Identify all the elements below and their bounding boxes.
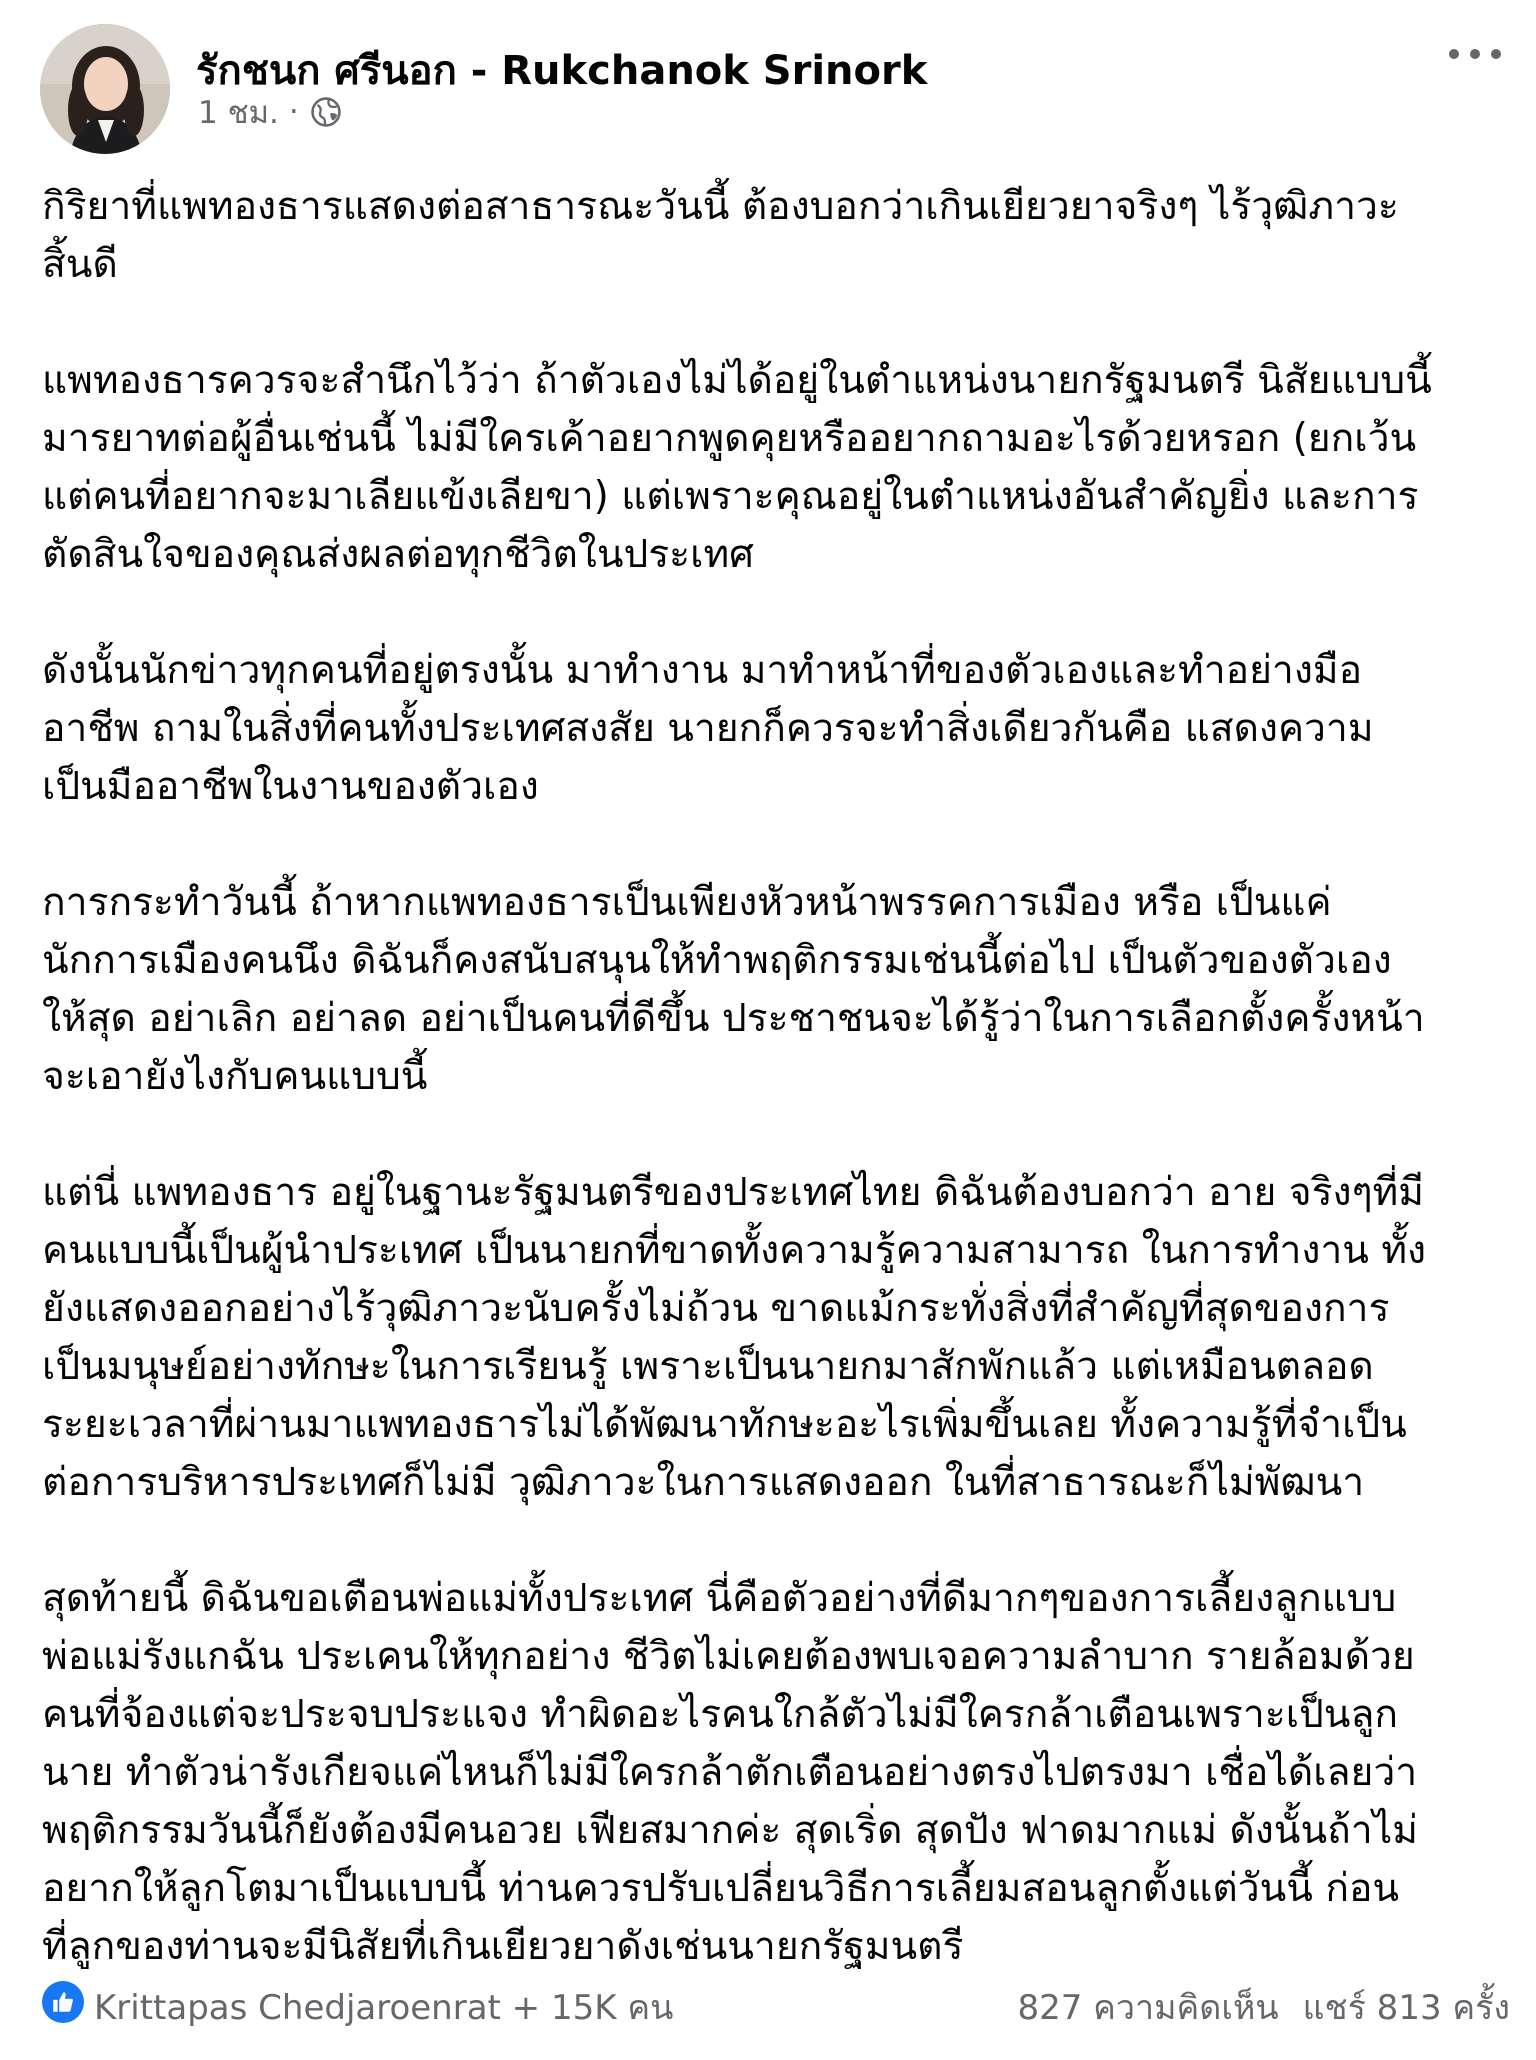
post-footer bbox=[0, 1968, 1536, 2038]
more-horizontal-icon bbox=[1445, 47, 1505, 61]
post-header bbox=[0, 0, 1536, 160]
post-paragraph: การกระทำวันนี้ ถ้าหากแพทองธารเป็นเพียงหัวหน้าพรรคการเมือง หรือ เป็นแค่ นักการเมืองคนนึง ดิฉันก็คงสนับสนุนให้ทำพฤติกรรมเช่นนี้ต่อไป เป็นตัวของตัวเอง ให้สุด อย่าเลิก อย่าลด อย่าเป็นคนที่ดีขึ้น ประชาชนจะได้รู้ว่าในการเลือกตั้งครั้งหน้า จะเอายังไงกับคนแบบนี้ bbox=[42, 880, 1425, 1099]
post-text bbox=[42, 178, 1512, 1976]
author-avatar[interactable] bbox=[40, 24, 170, 154]
post-paragraph: แพทองธารควรจะสำนึกไว้ว่า ถ้าตัวเองไม่ได้อยู่ในตำแหน่งนายกรัฐมนตรี นิสัยแบบนี้ มารยาทต่อผู้อื่นเช่นนี้ ไม่มีใครเค้าอยากพูดคุยหรืออยากถามอะไรด้วยหรอก (ยกเว้น แต่คนที่อยากจะมาเลียแข้งเลียขา) แต่เพราะคุณอยู่ในตำแหน่งอันสำคัญยิ่ง และการ ตัดสินใจของคุณส่งผลต่อทุกชีวิตในประเทศ bbox=[42, 358, 1432, 577]
post-paragraph: สุดท้ายนี้ ดิฉันขอเตือนพ่อแม่ทั้งประเทศ นี่คือตัวอย่างที่ดีมากๆของการเลี้ยงลูกแบบ พ่อแม่รังแกฉัน ประเคนให้ทุกอย่าง ชีวิตไม่เคยต้องพบเจอความลำบาก รายล้อมด้วย คนที่จ้องแต่จะประจบประแจง ทำผิดอะไรคนใกล้ตัวไม่มีใครกล้าเตือนเพราะเป็นลูก นาย ทำตัวน่ารังเกียจแค่ไหนก็ไม่มีใครกล้าตักเตือนอย่างตรงไปตรงมา เชื่อได้เลยว่า พฤติกรรมวันนี้ก็ยังต้องมีคนอวย เฟียสมากค่ะ สุดเริ่ด สุดปัง ฟาดมากแม่ ดังนั้นถ้าไม่ อยากให้ลูกโตมาเป็นแบบนี้ ท่านควรปรับเปลี่ยนวิธีการเลี้ยมสอนลูกตั้งแต่วันนี้ ก่อน ที่ลูกของท่านจะมีนิสัยที่เกินเยียวยาดังเช่นนายกรัฐมนตรี bbox=[42, 1576, 1418, 1969]
globe-icon[interactable] bbox=[309, 95, 343, 129]
more-options-button[interactable] bbox=[1440, 34, 1510, 74]
meta-separator: · bbox=[288, 94, 299, 130]
engagement-counts bbox=[1017, 1980, 1510, 2034]
post-meta bbox=[198, 92, 343, 132]
comments-count[interactable]: 827 ความคิดเห็น bbox=[1017, 1988, 1279, 2028]
author-name[interactable]: รักชนก ศรีนอก - Rukchanok Srinork bbox=[196, 48, 928, 94]
reactions-summary[interactable]: Krittapas Chedjaroenrat + 15K คน bbox=[94, 1988, 674, 2028]
thumbs-up-icon bbox=[50, 1989, 76, 2015]
post-timestamp[interactable]: 1 ชม. bbox=[198, 95, 279, 131]
like-reaction-badge[interactable] bbox=[42, 1981, 84, 2023]
post-paragraph: ดังนั้นนักข่าวทุกคนที่อยู่ตรงนั้น มาทำงาน มาทำหน้าที่ของตัวเองและทำอย่างมือ อาชีพ ถามในสิ่งที่คนทั้งประเทศสงสัย นายกก็ควรจะทำสิ่งเดียวกันคือ แสดงความ เป็นมืออาชีพในงานของตัวเอง bbox=[42, 648, 1374, 809]
shares-count[interactable]: แชร์ 813 ครั้ง bbox=[1302, 1988, 1510, 2028]
post-paragraph: แต่นี่ แพทองธาร อยู่ในฐานะรัฐมนตรีของประเทศไทย ดิฉันต้องบอกว่า อาย จริงๆที่มี คนแบบนี้เป็นผู้นำประเทศ เป็นนายกที่ขาดทั้งความรู้ความสามารถ ในการทำงาน ทั้ง ยังแสดงออกอย่างไร้วุฒิภาวะนับครั้งไม่ถ้วน ขาดแม้กระทั่งสิ่งที่สำคัญที่สุดของการ เป็นมนุษย์อย่างทักษะในการเรียนรู้ เพราะเป็นนายกมาสักพักแล้ว แต่เหมือนตลอด ระยะเวลาที่ผ่านมาแพทองธารไม่ได้พัฒนาทักษะอะไรเพิ่มขึ้นเลย ทั้งความรู้ที่จำเป็น ต่อการบริหารประเทศก็ไม่มี วุฒิภาวะในการแสดงออก ในที่สาธารณะก็ไม่พัฒนา bbox=[42, 1170, 1427, 1505]
post-paragraph: กิริยาที่แพทองธารแสดงต่อสาธารณะวันนี้ ต้องบอกว่าเกินเยียวยาจริงๆ ไร้วุฒิภาวะ สิ้นดี bbox=[42, 184, 1399, 287]
